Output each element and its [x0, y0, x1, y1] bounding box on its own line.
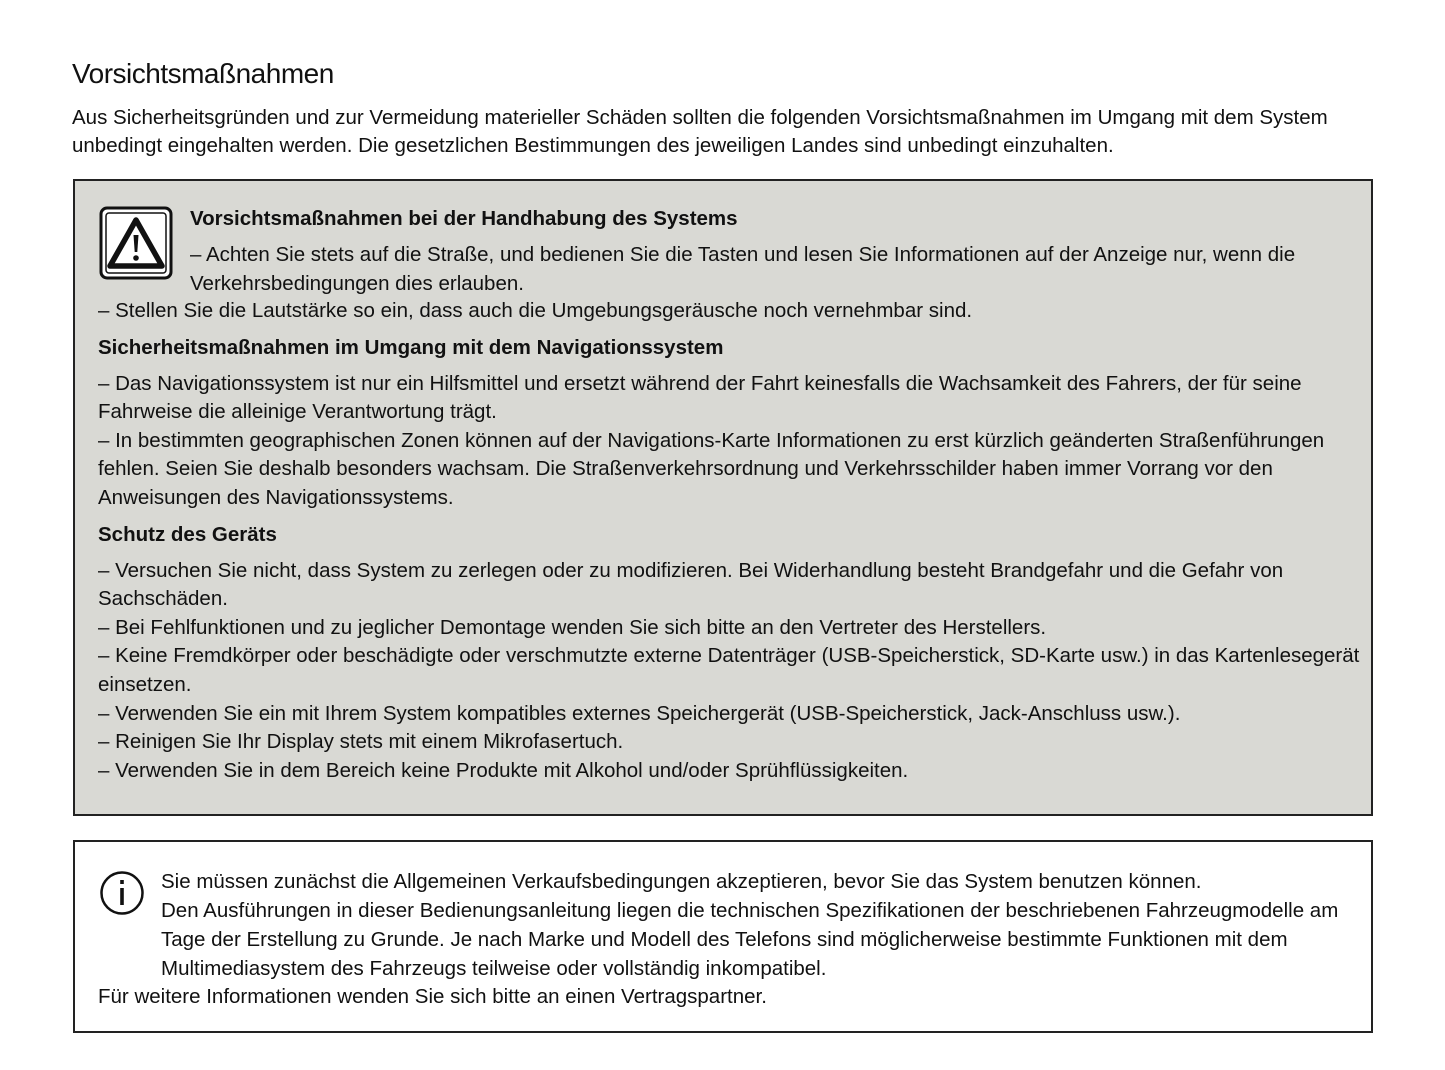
info-lead-block: [161, 867, 1351, 896]
info-box: [73, 840, 1373, 1033]
list-item: – In bestimmten geographischen Zonen können auf der Navigations-Karte Informationen zu erst kürzlich geänderten Straßenführungen fehlen. Seien Sie deshalb besonders wachsam. Die Straßenverkehrsordnung und Verkehrsschilder haben immer Vorrang vor den Anweisungen des Navigationssystems.: [98, 428, 1325, 509]
list-item: – Keine Fremdkörper oder beschädigte oder verschmutzte externe Datenträger (USB-Speicherstick, SD-Karte usw.) in das Kartenlesegerät einsetzen.: [98, 644, 1360, 696]
page-title: Vorsichtsmaßnahmen: [72, 58, 334, 89]
intro-paragraph: Aus Sicherheitsgründen und zur Vermeidung materieller Schäden sollten die folgenden Vorsichtsmaßnahmen im Umgang mit dem System unbedingt eingehalten werden. Die gesetzlichen Bestimmungen des jeweiligen Landes sind unbedingt einzuhalten.: [72, 106, 1328, 157]
warning-rest-block: [98, 297, 1360, 785]
info-rest-block: [161, 896, 1351, 983]
section-heading-handling: Vorsichtsmaßnahmen bei der Handhabung des Systems: [190, 207, 738, 230]
list-item: – Das Navigationssystem ist nur ein Hilfsmittel und ersetzt während der Fahrt keinesfalls die Wachsamkeit des Fahrers, der für seine Fahrweise die alleinige Verantwortung trägt.: [98, 371, 1302, 424]
warning-box: [73, 179, 1373, 816]
list-item: – Bei Fehlfunktionen und zu jeglicher Demontage wenden Sie sich bitte an den Vertreter des Herstellers.: [98, 615, 1047, 639]
list-item: – Reinigen Sie Ihr Display stets mit einem Mikrofasertuch.: [98, 730, 624, 754]
info-icon: [99, 870, 145, 916]
info-paragraph: Den Ausführungen in dieser Bedienungsanleitung liegen die technischen Spezifikationen der beschriebenen Fahrzeugmodelle am Tage der Erstellung zu Grunde. Je nach Marke und Modell des Telefons sind möglicherweise bestimmte Funktionen mit dem Multimediasystem des Fahrzeugs teilweise oder vollständig inkompatibel.: [161, 899, 1339, 980]
list-item: – Verwenden Sie in dem Bereich keine Produkte mit Alkohol und/oder Sprühflüssigkeiten.: [98, 758, 909, 782]
list-item: – Verwenden Sie ein mit Ihrem System kompatibles externes Speichergerät (USB-Speicherstick, Jack-Anschluss usw.).: [98, 701, 1181, 725]
warning-triangle-icon: [99, 206, 173, 280]
list-item: – Stellen Sie die Lautstärke so ein, dass auch die Umgebungsgeräusche noch vernehmbar sind.: [98, 299, 973, 322]
section-heading-device-protection: Schutz des Geräts: [98, 522, 277, 546]
info-closing-block: [98, 982, 1360, 1011]
info-paragraph: Für weitere Informationen wenden Sie sich bitte an einen Vertragspartner.: [98, 985, 767, 1008]
section-heading-navigation: Sicherheitsmaßnahmen im Umgang mit dem Navigationssystem: [98, 335, 724, 359]
info-paragraph: Sie müssen zunächst die Allgemeinen Verkaufsbedingungen akzeptieren, bevor Sie das System benutzen können.: [161, 870, 1202, 893]
list-item: – Achten Sie stets auf die Straße, und bedienen Sie die Tasten und lesen Sie Informationen auf der Anzeige nur, wenn die Verkehrsbedingungen dies erlauben.: [190, 243, 1296, 295]
list-item: – Versuchen Sie nicht, dass System zu zerlegen oder zu modifizieren. Bei Widerhandlung besteht Brandgefahr und die Gefahr von Sachschäden.: [98, 558, 1284, 611]
warning-lead-block: [190, 205, 1360, 298]
